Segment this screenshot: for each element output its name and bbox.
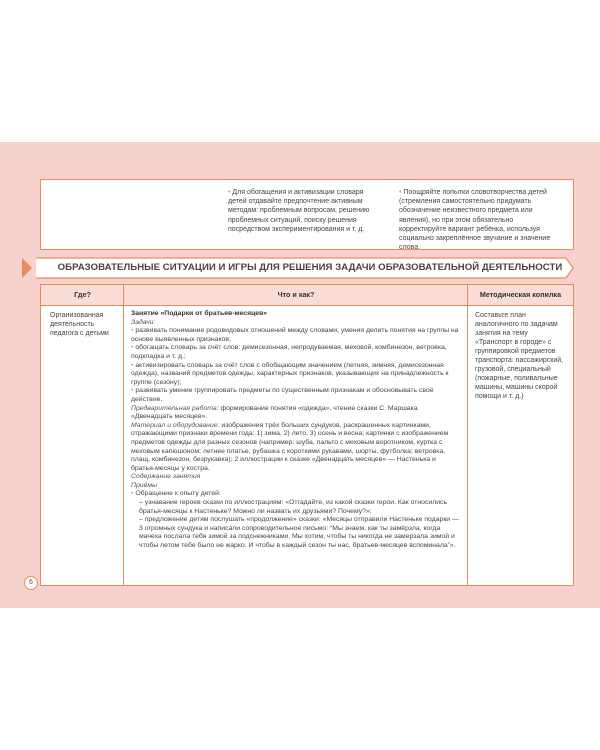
methods-label: Приёмы — [131, 481, 158, 489]
lesson-title: Занятие «Подарки от братьев-месяцев» — [131, 310, 268, 317]
table-header — [41, 285, 573, 306]
header-where: Где? — [74, 290, 91, 299]
cell-what-how — [131, 310, 461, 551]
method-step: – предложение детям послушать «продолжение» сказки: «Месяцы отправили Настеньке подарки — 3 огромных сундука и написали сопроводительное письмо: “Мы знаем, как ты замёрзла, когда мачеха послала тебя зимой за подснежниками. Мы хотим, чтобы ты никогда не замерзала зимой и чтобы летом тебе было не жарко. И чтобы в каждый сезон ты нас, братьев-месяцев вспоминала”». — [139, 516, 459, 550]
banner-arrow-icon — [22, 258, 32, 278]
task-item: • развивать умение группировать предметы по существенным признакам и обосновывать своё действие. — [131, 387, 461, 404]
materials: Материал и оборудование: изображения трёх больших сундуков, раскрашенных картинками, отражающими признаки времени года: 1) зима, 2) лето, 3) осень и весна; картинки с изображением предметов одежды для разных сезонов (например: шуба, пальто с меховым воротником, куртка с меховым капюшоном; летнее платье, рубашка с короткими рукавами, шорты, футболка; ветровка, плащ, комбинезон, безрукавка); 2 иллюстрации к сказке «Двенадцать месяцев» — Настенька и братья-месяцы у костра. — [131, 421, 449, 472]
task-item: • активизировать словарь за счёт слов с обобщающим значением (летняя, зимняя, демисезонная одежда), названий предметов одежды, характерных признаков, указывающих на принадлежность к группе (сезону); — [131, 362, 461, 388]
header-what-how: Что и как? — [277, 290, 315, 299]
appeal-item: • Обращение к опыту детей: — [131, 490, 461, 499]
bullet-icon: • — [399, 189, 404, 196]
section-title: ОБРАЗОВАТЕЛЬНЫЕ СИТУАЦИИ И ИГРЫ ДЛЯ РЕШЕНИЯ ЗАДАЧИ ОБРАЗОВАТЕЛЬНОЙ ДЕЯТЕЛЬНОСТИ — [57, 262, 563, 273]
header-method-bank: Методическая копилка — [479, 290, 562, 299]
bullet-icon: • — [228, 189, 233, 196]
method-step: – узнавание героев сказки по иллюстрациям: «Отгадайте, из какой сказки герои. Как относились братья-месяцы к Настеньке? Можно ли назвать их друзьями? Почему?»; — [139, 499, 448, 515]
prep-work: Предварительная работа: формирование понятия «одежда», чтение сказки С. Маршака «Двенадцать месяцев». — [131, 404, 418, 421]
activities-table — [40, 284, 574, 586]
content-label: Содержание занятия — [131, 473, 201, 481]
tip-word-creation: • Поощряйте попытки словотворчества детей (стремления самостоятельно придумать обозначение неизвестного предмета или явления), но при этом обязательно корректируйте вариант ребёнка, используя социально закреплённое звучание и значение слова. — [399, 189, 551, 252]
column-divider — [467, 285, 468, 585]
section-banner — [22, 256, 574, 280]
page-number: 6 — [24, 576, 38, 590]
task-item: • развивать понимание родовидовых отношений между словами, умения делить понятия на группы на основе выявленных признаков; — [131, 327, 461, 344]
column-divider — [123, 285, 124, 585]
tip-active-methods: • Для обогащения и активизации словаря детей отдавайте предпочтение активным методам: проблемным вопросам, решению проблемных ситуаций, поиску решения посредством экспериментирования и т. д. — [228, 189, 370, 233]
cell-where: Организованная деятельность педагога с детьми — [50, 312, 109, 337]
task-item: • обогащать словарь за счёт слов: демисезонная, непродуваемая, меховой, комбинезон, ветровка, подкладка и т. д.; — [131, 344, 461, 361]
cell-method-tip: Составьте план аналогичного по задачам занятия на тему «Транспорт в городе» с группировкой предметов транспорта: пассажирский, грузовой, специальный (пожарные, поливальные машины, машины скорой помощи и т. д.) — [475, 312, 564, 400]
tasks-label: Задачи: — [131, 318, 156, 326]
tips-box — [40, 179, 574, 250]
